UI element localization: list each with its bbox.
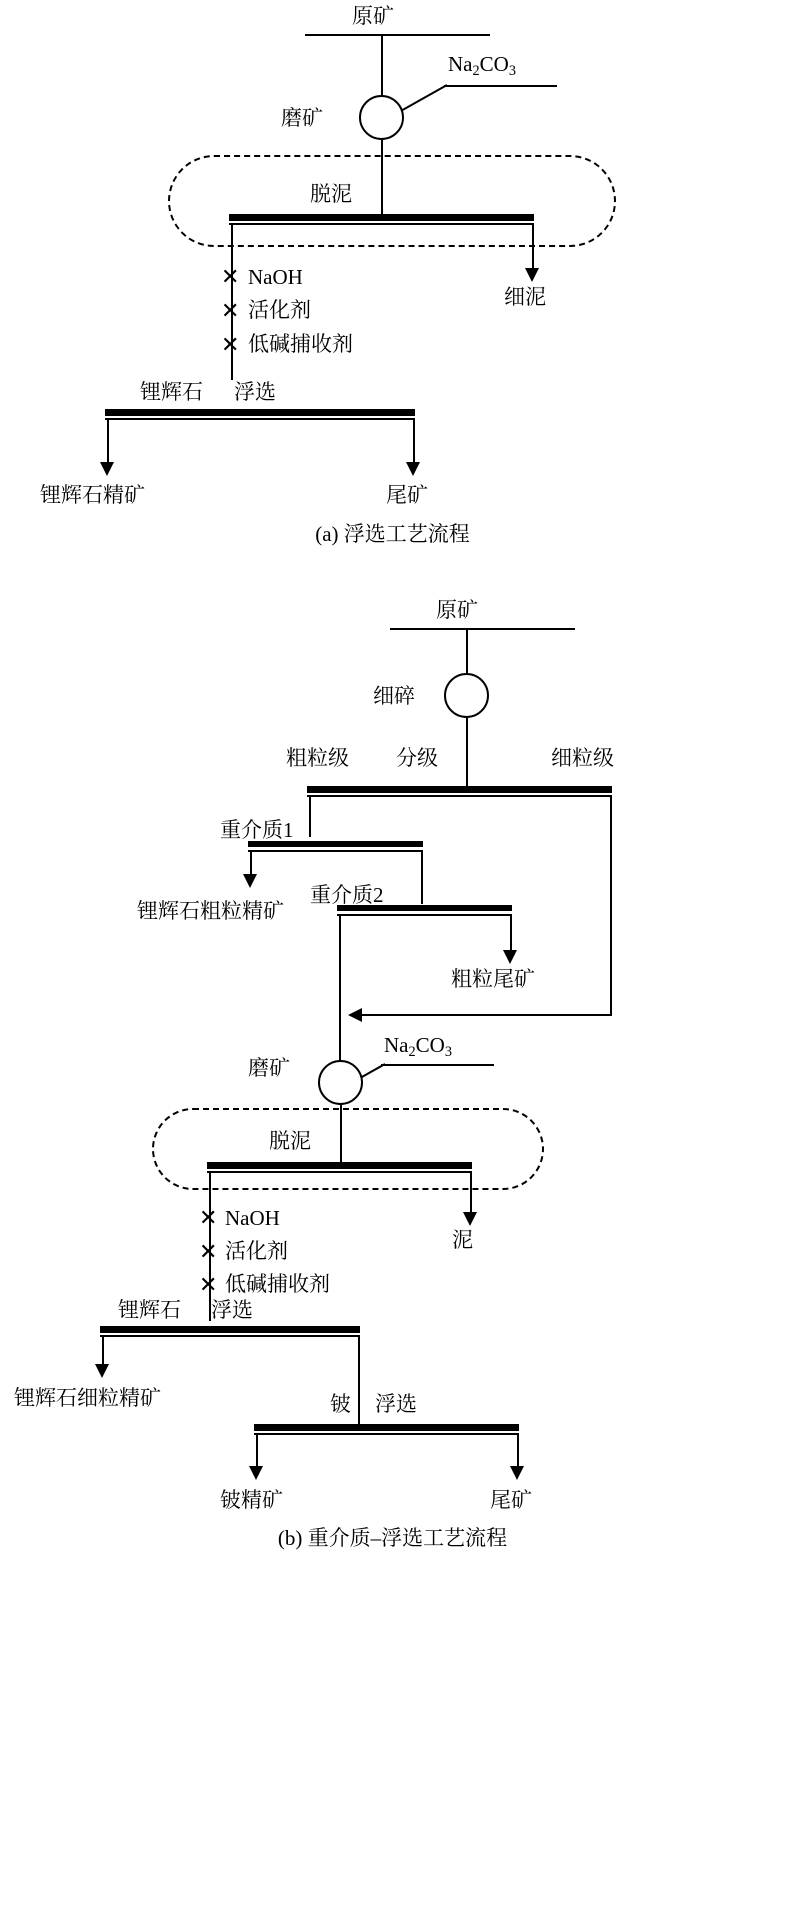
label-tailings-b: 尾矿 (490, 1488, 532, 1512)
label-heavy-medium-1-b: 重介质1 (220, 818, 294, 842)
label-slime-b: 泥 (452, 1228, 473, 1252)
label-heavy-medium-2-b: 重介质2 (310, 883, 384, 907)
xmark-naoh-b: ✕ (199, 1205, 218, 1230)
mill-circle-a (359, 95, 404, 140)
hm1-right-leg-b (421, 852, 423, 904)
label-concentrate-a: 锂辉石精矿 (40, 483, 145, 507)
mill-circle-b (318, 1060, 363, 1105)
label-be-flotation-b: 浮选 (375, 1392, 417, 1416)
na2co3-line-b (381, 1064, 494, 1066)
flotation-bar-b (100, 1326, 360, 1337)
fine-return-line-b (360, 1014, 612, 1016)
be-concentrate-arrow-b (249, 1466, 263, 1480)
xmark-collector-a: ✕ (221, 332, 240, 357)
label-na2co3-a: $Na_2CO_3$ (448, 52, 516, 79)
hm2-left-leg-b (339, 916, 341, 1061)
label-fine-concentrate-b: 锂辉石细粒精矿 (14, 1386, 161, 1410)
classifier-right-leg-b (610, 797, 612, 1015)
slime-arrow-b (463, 1212, 477, 1226)
xmark-activator-b: ✕ (199, 1239, 218, 1264)
desliming-right-leg-b (470, 1173, 472, 1217)
label-spodumene-a: 锂辉石 (140, 380, 203, 404)
hm1-left-arrow-b (243, 874, 257, 888)
concentrate-arrow-a (100, 462, 114, 476)
label-desliming-b: 脱泥 (269, 1129, 311, 1153)
flotation-right-leg-b (358, 1337, 360, 1427)
label-collector-a: 低碱捕收剂 (248, 332, 353, 356)
label-coarse-tailings-b: 粗粒尾矿 (451, 967, 535, 991)
xmark-collector-b: ✕ (199, 1272, 218, 1297)
flotation-right-leg-a (413, 420, 415, 466)
desliming-bar-a (229, 214, 534, 225)
label-coarse-concentrate-b: 锂辉石粗粒精矿 (137, 899, 284, 923)
classifier-left-leg-b (309, 797, 311, 837)
crusher-out-b (466, 718, 468, 786)
xmark-naoh-a: ✕ (221, 264, 240, 289)
na2co3-line-a (444, 85, 557, 87)
desliming-enclosure-a (168, 155, 616, 247)
caption-a: (a) 浮选工艺流程 (315, 522, 470, 546)
desliming-bar-b (207, 1162, 472, 1173)
feed-drop-a (381, 34, 383, 97)
flotation-bar-a (105, 409, 415, 420)
label-spodumene-b: 锂辉石 (118, 1298, 181, 1322)
xmark-activator-a: ✕ (221, 298, 240, 323)
label-naoh-b: NaOH (225, 1206, 280, 1230)
desliming-right-leg-a (532, 225, 534, 273)
label-beryllium-b: 铍 (330, 1392, 351, 1416)
desliming-left-leg-b (209, 1173, 211, 1201)
feed-line-b (390, 628, 575, 630)
label-na2co3-b: $Na_2CO_3$ (384, 1033, 452, 1060)
classifier-bar-b (307, 786, 612, 797)
feed-drop-b (466, 628, 468, 673)
label-grinding-b: 磨矿 (248, 1056, 290, 1080)
be-flotation-bar-b (254, 1424, 519, 1435)
desliming-left-leg-a (231, 225, 233, 258)
tailings-arrow-a (406, 462, 420, 476)
label-coarse-fraction-b: 粗粒级 (286, 746, 349, 770)
label-fine-fraction-b: 细粒级 (551, 746, 614, 770)
flotation-left-leg-a (107, 420, 109, 466)
label-fine-crushing-b: 细碎 (373, 684, 415, 708)
crusher-circle-b (444, 673, 489, 718)
fine-return-arrow-b (348, 1008, 362, 1022)
label-flotation-b: 浮选 (211, 1298, 253, 1322)
label-classification-b: 分级 (396, 746, 438, 770)
label-tailings-a: 尾矿 (386, 483, 428, 507)
be-right-leg-b (517, 1435, 519, 1470)
slime-arrow-a (525, 268, 539, 282)
caption-b: (b) 重介质–浮选工艺流程 (277, 1526, 508, 1550)
label-grinding-a: 磨矿 (281, 106, 323, 130)
fine-concentrate-arrow-b (95, 1364, 109, 1378)
heavy-medium-1-bar-b (248, 841, 423, 852)
heavy-medium-2-bar-b (337, 905, 512, 916)
label-slime-a: 细泥 (504, 285, 546, 309)
feed-line-a (305, 34, 490, 36)
be-left-leg-b (256, 1435, 258, 1470)
label-feed-a: 原矿 (352, 4, 394, 28)
label-collector-b: 低碱捕收剂 (225, 1272, 330, 1296)
label-be-concentrate-b: 铍精矿 (220, 1488, 283, 1512)
na2co3-connector-a (395, 84, 455, 116)
label-feed-b: 原矿 (436, 598, 478, 622)
label-activator-b: 活化剂 (225, 1239, 288, 1263)
label-naoh-a: NaOH (248, 265, 303, 289)
be-tailings-arrow-b (510, 1466, 524, 1480)
label-activator-a: 活化剂 (248, 298, 311, 322)
label-flotation-a: 浮选 (234, 380, 276, 404)
label-desliming-a: 脱泥 (310, 182, 352, 206)
coarse-tailings-arrow-b (503, 950, 517, 964)
